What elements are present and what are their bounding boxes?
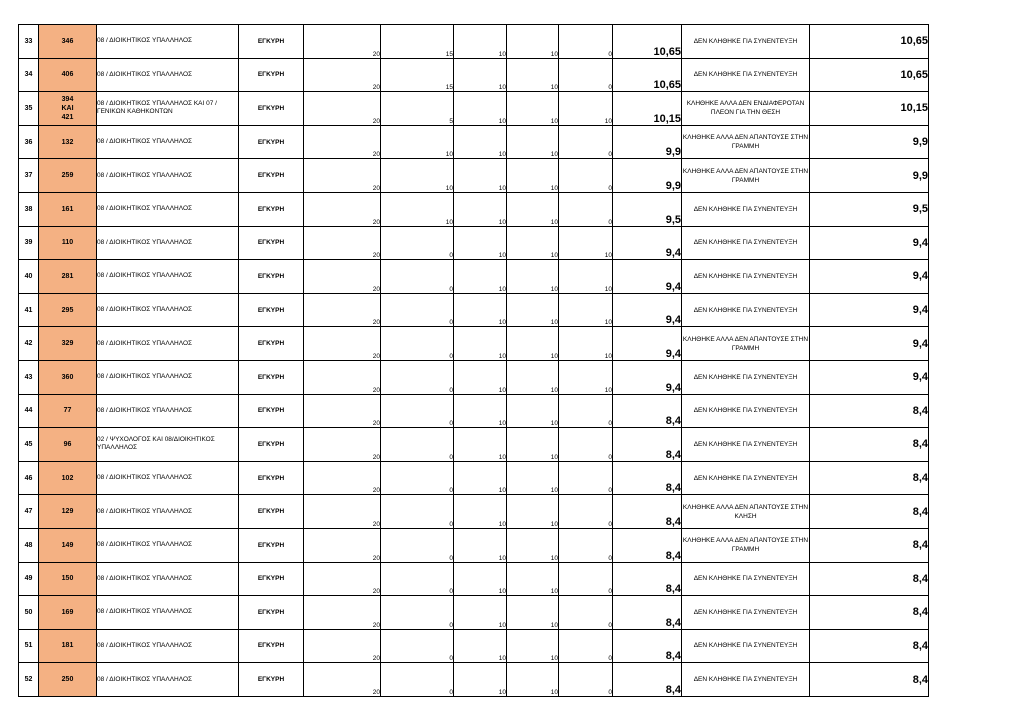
score-5-cell: 0: [559, 394, 613, 428]
interview-status-cell: ΚΛΗΘΗΚΕ ΑΛΛΑ ΔΕΝ ΕΝΔΙΑΦΕΡΟΤΑΝ ΠΛΕΟΝ ΓΙΑ ΤΗΝ ΘΕΣΗ: [682, 92, 810, 126]
total-score-cell: 8,4: [613, 596, 682, 630]
table-row: [19, 596, 929, 630]
final-score-cell: 10,65: [810, 58, 929, 92]
application-id-cell: 250: [39, 663, 97, 697]
final-score-cell: 9,4: [810, 260, 929, 294]
validity-cell: ΕΓΚΥΡΗ: [239, 226, 304, 260]
score-1-cell: 20: [304, 629, 381, 663]
row-number-cell: 46: [19, 461, 39, 495]
application-id-cell: 329: [39, 327, 97, 361]
validity-cell: ΕΓΚΥΡΗ: [239, 260, 304, 294]
score-4-cell: 10: [507, 125, 559, 159]
table-row: [19, 293, 929, 327]
score-3-cell: 10: [454, 360, 507, 394]
final-score-cell: 8,4: [810, 461, 929, 495]
score-4-cell: 10: [507, 293, 559, 327]
score-2-cell: 0: [381, 596, 454, 630]
total-score-cell: 9,4: [613, 360, 682, 394]
score-5-cell: 0: [559, 528, 613, 562]
final-score-cell: 10,65: [810, 25, 929, 59]
final-score-cell: 8,4: [810, 528, 929, 562]
score-1-cell: 20: [304, 58, 381, 92]
score-4-cell: 10: [507, 260, 559, 294]
score-5-cell: 10: [559, 92, 613, 126]
table-row: [19, 394, 929, 428]
final-score-cell: 8,4: [810, 562, 929, 596]
score-3-cell: 10: [454, 327, 507, 361]
score-3-cell: 10: [454, 260, 507, 294]
table-row: [19, 25, 929, 59]
row-number-cell: 50: [19, 596, 39, 630]
score-5-cell: 0: [559, 562, 613, 596]
total-score-cell: 9,4: [613, 327, 682, 361]
table-row: [19, 58, 929, 92]
score-1-cell: 20: [304, 226, 381, 260]
validity-cell: ΕΓΚΥΡΗ: [239, 495, 304, 529]
score-3-cell: 10: [454, 528, 507, 562]
score-3-cell: 10: [454, 629, 507, 663]
validity-cell: ΕΓΚΥΡΗ: [239, 428, 304, 462]
score-5-cell: 0: [559, 125, 613, 159]
specialty-cell: 08 / ΔΙΟΙΚΗΤΙΚΟΣ ΥΠΑΛΛΗΛΟΣ: [97, 461, 239, 495]
total-score-cell: 8,4: [613, 461, 682, 495]
application-id-cell: 110: [39, 226, 97, 260]
application-id-cell: 102: [39, 461, 97, 495]
interview-status-cell: ΔΕΝ ΚΛΗΘΗΚΕ ΓΙΑ ΣΥΝΕΝΤΕΥΞΗ: [682, 663, 810, 697]
application-id-cell: 281: [39, 260, 97, 294]
interview-status-cell: ΚΛΗΘΗΚΕ ΑΛΛΑ ΔΕΝ ΑΠΑΝΤΟΥΣΕ ΣΤΗΝ ΚΛΗΣΗ: [682, 495, 810, 529]
results-table: [18, 24, 929, 697]
score-1-cell: 20: [304, 495, 381, 529]
table-row: [19, 629, 929, 663]
interview-status-cell: ΔΕΝ ΚΛΗΘΗΚΕ ΓΙΑ ΣΥΝΕΝΤΕΥΞΗ: [682, 25, 810, 59]
score-4-cell: 10: [507, 226, 559, 260]
row-number-cell: 42: [19, 327, 39, 361]
total-score-cell: 8,4: [613, 562, 682, 596]
score-1-cell: 20: [304, 327, 381, 361]
specialty-cell: 02 / ΨΥΧΟΛΟΓΟΣ ΚΑΙ 08/ΔΙΟΙΚΗΤΙΚΟΣ ΥΠΑΛΛΗΛΟΣ: [97, 428, 239, 462]
row-number-cell: 44: [19, 394, 39, 428]
final-score-cell: 9,4: [810, 293, 929, 327]
table-row: [19, 663, 929, 697]
total-score-cell: 10,15: [613, 92, 682, 126]
row-number-cell: 34: [19, 58, 39, 92]
score-2-cell: 0: [381, 293, 454, 327]
score-4-cell: 10: [507, 92, 559, 126]
table-row: [19, 192, 929, 226]
score-5-cell: 10: [559, 360, 613, 394]
score-4-cell: 10: [507, 192, 559, 226]
specialty-cell: 08 / ΔΙΟΙΚΗΤΙΚΟΣ ΥΠΑΛΛΗΛΟΣ: [97, 260, 239, 294]
total-score-cell: 8,4: [613, 663, 682, 697]
score-2-cell: 0: [381, 562, 454, 596]
score-4-cell: 10: [507, 394, 559, 428]
final-score-cell: 8,4: [810, 596, 929, 630]
score-2-cell: 0: [381, 327, 454, 361]
score-5-cell: 0: [559, 461, 613, 495]
specialty-cell: 08 / ΔΙΟΙΚΗΤΙΚΟΣ ΥΠΑΛΛΗΛΟΣ: [97, 562, 239, 596]
total-score-cell: 10,65: [613, 58, 682, 92]
score-5-cell: 10: [559, 226, 613, 260]
specialty-cell: 08 / ΔΙΟΙΚΗΤΙΚΟΣ ΥΠΑΛΛΗΛΟΣ: [97, 293, 239, 327]
score-5-cell: 0: [559, 25, 613, 59]
specialty-cell: 08 / ΔΙΟΙΚΗΤΙΚΟΣ ΥΠΑΛΛΗΛΟΣ: [97, 495, 239, 529]
score-3-cell: 10: [454, 663, 507, 697]
application-id-cell: 150: [39, 562, 97, 596]
specialty-cell: 08 / ΔΙΟΙΚΗΤΙΚΟΣ ΥΠΑΛΛΗΛΟΣ: [97, 394, 239, 428]
row-number-cell: 36: [19, 125, 39, 159]
specialty-cell: 08 / ΔΙΟΙΚΗΤΙΚΟΣ ΥΠΑΛΛΗΛΟΣ: [97, 596, 239, 630]
specialty-cell: 08 / ΔΙΟΙΚΗΤΙΚΟΣ ΥΠΑΛΛΗΛΟΣ: [97, 159, 239, 193]
score-2-cell: 0: [381, 461, 454, 495]
validity-cell: ΕΓΚΥΡΗ: [239, 327, 304, 361]
score-2-cell: 0: [381, 394, 454, 428]
score-2-cell: 0: [381, 360, 454, 394]
validity-cell: ΕΓΚΥΡΗ: [239, 528, 304, 562]
validity-cell: ΕΓΚΥΡΗ: [239, 293, 304, 327]
score-1-cell: 20: [304, 596, 381, 630]
specialty-cell: 08 / ΔΙΟΙΚΗΤΙΚΟΣ ΥΠΑΛΛΗΛΟΣ: [97, 360, 239, 394]
row-number-cell: 35: [19, 92, 39, 126]
interview-status-cell: ΔΕΝ ΚΛΗΘΗΚΕ ΓΙΑ ΣΥΝΕΝΤΕΥΞΗ: [682, 629, 810, 663]
application-id-cell: 149: [39, 528, 97, 562]
score-2-cell: 0: [381, 629, 454, 663]
score-5-cell: 0: [559, 159, 613, 193]
score-4-cell: 10: [507, 159, 559, 193]
validity-cell: ΕΓΚΥΡΗ: [239, 461, 304, 495]
table-row: [19, 92, 929, 126]
score-5-cell: 0: [559, 58, 613, 92]
validity-cell: ΕΓΚΥΡΗ: [239, 663, 304, 697]
score-3-cell: 10: [454, 25, 507, 59]
results-table-body: [19, 25, 929, 697]
final-score-cell: 9,4: [810, 226, 929, 260]
score-2-cell: 15: [381, 25, 454, 59]
application-id-cell: 360: [39, 360, 97, 394]
row-number-cell: 49: [19, 562, 39, 596]
table-row: [19, 125, 929, 159]
interview-status-cell: ΔΕΝ ΚΛΗΘΗΚΕ ΓΙΑ ΣΥΝΕΝΤΕΥΞΗ: [682, 260, 810, 294]
final-score-cell: 8,4: [810, 663, 929, 697]
score-2-cell: 10: [381, 192, 454, 226]
score-2-cell: 0: [381, 528, 454, 562]
interview-status-cell: ΔΕΝ ΚΛΗΘΗΚΕ ΓΙΑ ΣΥΝΕΝΤΕΥΞΗ: [682, 596, 810, 630]
row-number-cell: 37: [19, 159, 39, 193]
interview-status-cell: ΚΛΗΘΗΚΕ ΑΛΛΑ ΔΕΝ ΑΠΑΝΤΟΥΣΕ ΣΤΗΝ ΓΡΑΜΜΗ: [682, 528, 810, 562]
score-4-cell: 10: [507, 629, 559, 663]
row-number-cell: 39: [19, 226, 39, 260]
row-number-cell: 40: [19, 260, 39, 294]
score-4-cell: 10: [507, 58, 559, 92]
score-2-cell: 0: [381, 428, 454, 462]
validity-cell: ΕΓΚΥΡΗ: [239, 562, 304, 596]
application-id-cell: 259: [39, 159, 97, 193]
validity-cell: ΕΓΚΥΡΗ: [239, 360, 304, 394]
total-score-cell: 8,4: [613, 629, 682, 663]
table-row: [19, 226, 929, 260]
score-3-cell: 10: [454, 226, 507, 260]
score-3-cell: 10: [454, 58, 507, 92]
score-4-cell: 10: [507, 327, 559, 361]
score-4-cell: 10: [507, 562, 559, 596]
score-5-cell: 0: [559, 192, 613, 226]
score-5-cell: 0: [559, 596, 613, 630]
application-id-cell: 161: [39, 192, 97, 226]
score-4-cell: 10: [507, 495, 559, 529]
interview-status-cell: ΔΕΝ ΚΛΗΘΗΚΕ ΓΙΑ ΣΥΝΕΝΤΕΥΞΗ: [682, 58, 810, 92]
total-score-cell: 9,5: [613, 192, 682, 226]
application-id-cell: 96: [39, 428, 97, 462]
score-3-cell: 10: [454, 159, 507, 193]
row-number-cell: 33: [19, 25, 39, 59]
score-1-cell: 20: [304, 360, 381, 394]
score-2-cell: 5: [381, 92, 454, 126]
score-2-cell: 0: [381, 260, 454, 294]
interview-status-cell: ΔΕΝ ΚΛΗΘΗΚΕ ΓΙΑ ΣΥΝΕΝΤΕΥΞΗ: [682, 394, 810, 428]
row-number-cell: 43: [19, 360, 39, 394]
interview-status-cell: ΚΛΗΘΗΚΕ ΑΛΛΑ ΔΕΝ ΑΠΑΝΤΟΥΣΕ ΣΤΗΝ ΓΡΑΜΜΗ: [682, 159, 810, 193]
score-1-cell: 20: [304, 528, 381, 562]
interview-status-cell: ΔΕΝ ΚΛΗΘΗΚΕ ΓΙΑ ΣΥΝΕΝΤΕΥΞΗ: [682, 562, 810, 596]
table-row: [19, 159, 929, 193]
validity-cell: ΕΓΚΥΡΗ: [239, 25, 304, 59]
score-4-cell: 10: [507, 360, 559, 394]
specialty-cell: 08 / ΔΙΟΙΚΗΤΙΚΟΣ ΥΠΑΛΛΗΛΟΣ: [97, 629, 239, 663]
final-score-cell: 9,5: [810, 192, 929, 226]
interview-status-cell: ΔΕΝ ΚΛΗΘΗΚΕ ΓΙΑ ΣΥΝΕΝΤΕΥΞΗ: [682, 428, 810, 462]
score-4-cell: 10: [507, 428, 559, 462]
score-5-cell: 10: [559, 293, 613, 327]
score-1-cell: 20: [304, 293, 381, 327]
total-score-cell: 9,4: [613, 260, 682, 294]
score-4-cell: 10: [507, 528, 559, 562]
interview-status-cell: ΚΛΗΘΗΚΕ ΑΛΛΑ ΔΕΝ ΑΠΑΝΤΟΥΣΕ ΣΤΗΝ ΓΡΑΜΜΗ: [682, 327, 810, 361]
application-id-cell: 394 ΚΑΙ 421: [39, 92, 97, 126]
row-number-cell: 45: [19, 428, 39, 462]
score-5-cell: 10: [559, 260, 613, 294]
validity-cell: ΕΓΚΥΡΗ: [239, 125, 304, 159]
validity-cell: ΕΓΚΥΡΗ: [239, 394, 304, 428]
score-2-cell: 0: [381, 495, 454, 529]
table-row: [19, 528, 929, 562]
total-score-cell: 8,4: [613, 394, 682, 428]
validity-cell: ΕΓΚΥΡΗ: [239, 159, 304, 193]
validity-cell: ΕΓΚΥΡΗ: [239, 192, 304, 226]
interview-status-cell: ΚΛΗΘΗΚΕ ΑΛΛΑ ΔΕΝ ΑΠΑΝΤΟΥΣΕ ΣΤΗΝ ΓΡΑΜΜΗ: [682, 125, 810, 159]
application-id-cell: 406: [39, 58, 97, 92]
validity-cell: ΕΓΚΥΡΗ: [239, 596, 304, 630]
total-score-cell: 8,4: [613, 495, 682, 529]
final-score-cell: 9,4: [810, 360, 929, 394]
score-5-cell: 0: [559, 629, 613, 663]
total-score-cell: 8,4: [613, 428, 682, 462]
validity-cell: ΕΓΚΥΡΗ: [239, 58, 304, 92]
score-5-cell: 0: [559, 663, 613, 697]
score-3-cell: 10: [454, 596, 507, 630]
score-2-cell: 10: [381, 125, 454, 159]
score-4-cell: 10: [507, 596, 559, 630]
score-3-cell: 10: [454, 125, 507, 159]
final-score-cell: 8,4: [810, 629, 929, 663]
row-number-cell: 48: [19, 528, 39, 562]
final-score-cell: 9,9: [810, 159, 929, 193]
validity-cell: ΕΓΚΥΡΗ: [239, 629, 304, 663]
score-3-cell: 10: [454, 461, 507, 495]
application-id-cell: 77: [39, 394, 97, 428]
score-3-cell: 10: [454, 495, 507, 529]
final-score-cell: 9,9: [810, 125, 929, 159]
score-1-cell: 20: [304, 260, 381, 294]
score-5-cell: 10: [559, 327, 613, 361]
final-score-cell: 9,4: [810, 327, 929, 361]
score-3-cell: 10: [454, 293, 507, 327]
total-score-cell: 8,4: [613, 528, 682, 562]
specialty-cell: 08 / ΔΙΟΙΚΗΤΙΚΟΣ ΥΠΑΛΛΗΛΟΣ ΚΑΙ 07 /ΓΕΝΙΚΩΝ ΚΑΘΗΚΟΝΤΩΝ: [97, 92, 239, 126]
score-5-cell: 0: [559, 428, 613, 462]
final-score-cell: 10,15: [810, 92, 929, 126]
score-1-cell: 20: [304, 159, 381, 193]
score-1-cell: 20: [304, 394, 381, 428]
row-number-cell: 38: [19, 192, 39, 226]
total-score-cell: 10,65: [613, 25, 682, 59]
row-number-cell: 47: [19, 495, 39, 529]
score-2-cell: 0: [381, 663, 454, 697]
total-score-cell: 9,9: [613, 125, 682, 159]
final-score-cell: 8,4: [810, 495, 929, 529]
application-id-cell: 132: [39, 125, 97, 159]
total-score-cell: 9,4: [613, 293, 682, 327]
score-3-cell: 10: [454, 192, 507, 226]
row-number-cell: 52: [19, 663, 39, 697]
table-row: [19, 360, 929, 394]
table-row: [19, 495, 929, 529]
application-id-cell: 346: [39, 25, 97, 59]
interview-status-cell: ΔΕΝ ΚΛΗΘΗΚΕ ΓΙΑ ΣΥΝΕΝΤΕΥΞΗ: [682, 360, 810, 394]
score-2-cell: 0: [381, 226, 454, 260]
score-1-cell: 20: [304, 461, 381, 495]
table-row: [19, 327, 929, 361]
score-3-cell: 10: [454, 562, 507, 596]
application-id-cell: 129: [39, 495, 97, 529]
table-row: [19, 461, 929, 495]
row-number-cell: 41: [19, 293, 39, 327]
application-id-cell: 169: [39, 596, 97, 630]
score-2-cell: 10: [381, 159, 454, 193]
application-id-cell: 181: [39, 629, 97, 663]
score-3-cell: 10: [454, 92, 507, 126]
score-2-cell: 15: [381, 58, 454, 92]
specialty-cell: 08 / ΔΙΟΙΚΗΤΙΚΟΣ ΥΠΑΛΛΗΛΟΣ: [97, 327, 239, 361]
total-score-cell: 9,9: [613, 159, 682, 193]
specialty-cell: 08 / ΔΙΟΙΚΗΤΙΚΟΣ ΥΠΑΛΛΗΛΟΣ: [97, 226, 239, 260]
score-4-cell: 10: [507, 663, 559, 697]
specialty-cell: 08 / ΔΙΟΙΚΗΤΙΚΟΣ ΥΠΑΛΛΗΛΟΣ: [97, 192, 239, 226]
score-1-cell: 20: [304, 192, 381, 226]
application-id-cell: 295: [39, 293, 97, 327]
score-1-cell: 20: [304, 125, 381, 159]
score-5-cell: 0: [559, 495, 613, 529]
specialty-cell: 08 / ΔΙΟΙΚΗΤΙΚΟΣ ΥΠΑΛΛΗΛΟΣ: [97, 663, 239, 697]
row-number-cell: 51: [19, 629, 39, 663]
table-row: [19, 428, 929, 462]
score-1-cell: 20: [304, 428, 381, 462]
score-1-cell: 20: [304, 562, 381, 596]
interview-status-cell: ΔΕΝ ΚΛΗΘΗΚΕ ΓΙΑ ΣΥΝΕΝΤΕΥΞΗ: [682, 293, 810, 327]
score-3-cell: 10: [454, 428, 507, 462]
interview-status-cell: ΔΕΝ ΚΛΗΘΗΚΕ ΓΙΑ ΣΥΝΕΝΤΕΥΞΗ: [682, 461, 810, 495]
specialty-cell: 08 / ΔΙΟΙΚΗΤΙΚΟΣ ΥΠΑΛΛΗΛΟΣ: [97, 528, 239, 562]
score-1-cell: 20: [304, 25, 381, 59]
interview-status-cell: ΔΕΝ ΚΛΗΘΗΚΕ ΓΙΑ ΣΥΝΕΝΤΕΥΞΗ: [682, 226, 810, 260]
total-score-cell: 9,4: [613, 226, 682, 260]
specialty-cell: 08 / ΔΙΟΙΚΗΤΙΚΟΣ ΥΠΑΛΛΗΛΟΣ: [97, 125, 239, 159]
score-1-cell: 20: [304, 92, 381, 126]
specialty-cell: 08 / ΔΙΟΙΚΗΤΙΚΟΣ ΥΠΑΛΛΗΛΟΣ: [97, 58, 239, 92]
table-row: [19, 260, 929, 294]
score-3-cell: 10: [454, 394, 507, 428]
score-4-cell: 10: [507, 25, 559, 59]
interview-status-cell: ΔΕΝ ΚΛΗΘΗΚΕ ΓΙΑ ΣΥΝΕΝΤΕΥΞΗ: [682, 192, 810, 226]
specialty-cell: 08 / ΔΙΟΙΚΗΤΙΚΟΣ ΥΠΑΛΛΗΛΟΣ: [97, 25, 239, 59]
table-row: [19, 562, 929, 596]
final-score-cell: 8,4: [810, 428, 929, 462]
score-4-cell: 10: [507, 461, 559, 495]
validity-cell: ΕΓΚΥΡΗ: [239, 92, 304, 126]
final-score-cell: 8,4: [810, 394, 929, 428]
score-1-cell: 20: [304, 663, 381, 697]
